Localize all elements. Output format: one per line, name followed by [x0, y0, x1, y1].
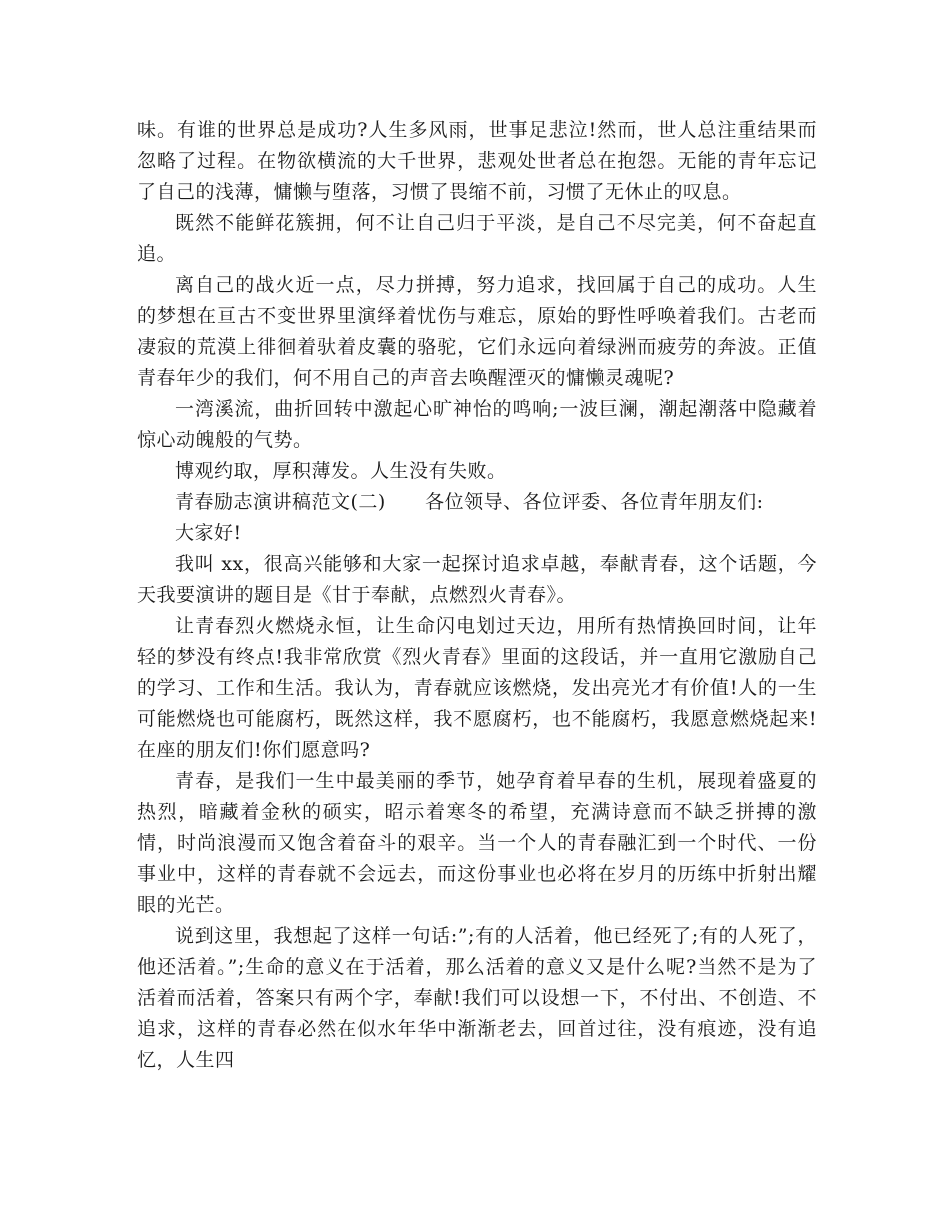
paragraph: 让青春烈火燃烧永恒，让生命闪电划过天边，用所有热情换回时间，让年轻的梦没有终点!我非常欣赏《烈火青春》里面的这段话，并一直用它激励自己的学习、工作和生活。我认为，青春就应该燃烧，发出亮光才有价值!人的一生可能燃烧也可能腐朽，既然这样，我不愿腐朽，也不能腐朽，我愿意燃烧起来!在座的朋友们!你们愿意吗? — [137, 615, 817, 761]
paragraph: 一湾溪流，曲折回转中激起心旷神怡的鸣响;一波巨澜，潮起潮落中隐藏着惊心动魄般的气势。 — [137, 398, 817, 451]
paragraph: 青春，是我们一生中最美丽的季节，她孕育着早春的生机，展现着盛夏的热烈，暗藏着金秋的硕实，昭示着寒冬的希望，充满诗意而不缺乏拼搏的激情，时尚浪漫而又饱含着奋斗的艰辛。当一个人的青春融汇到一个时代、一份事业中，这样的青春就不会远去，而这份事业也必将在岁月的历练中折射出耀眼的光芒。 — [137, 770, 817, 916]
document-body — [137, 115, 817, 1076]
paragraph: 说到这里，我想起了这样一句话:”;有的人活着，他已经死了;有的人死了，他还活着。”;生命的意义在于活着，那么活着的意义又是什么呢?当然不是为了活着而活着，答案只有两个字，奉献!我们可以设想一下，不付出、不创造、不追求，这样的青春必然在似水年华中渐渐老去，回首过往，没有痕迹，没有追忆，人生四 — [137, 925, 817, 1071]
greeting: 大家好! — [175, 522, 242, 544]
paragraph: 离自己的战火近一点，尽力拼搏，努力追求，找回属于自己的成功。人生的梦想在亘古不变世界里演绎着忧伤与难忘，原始的野性呼唤着我们。古老而凄寂的荒漠上徘徊着驮着皮囊的骆驼，它们永远向着绿洲而疲劳的奔波。正值青春年少的我们，何不用自己的声音去唤醒湮灭的慵懒灵魂呢? — [137, 274, 817, 389]
speech-title-line: 青春励志演讲稿范文(二) 各位领导、各位评委、各位青年朋友们: — [175, 491, 764, 513]
paragraph: 我叫 xx，很高兴能够和大家一起探讨追求卓越，奉献青春，这个话题，今天我要演讲的题目是《甘于奉献，点燃烈火青春》。 — [137, 553, 817, 606]
paragraph: 味。有谁的世界总是成功?人生多风雨，世事足悲泣!然而，世人总注重结果而忽略了过程。在物欲横流的大千世界，悲观处世者总在抱怨。无能的青年忘记了自己的浅薄，慵懒与堕落，习惯了畏缩不前，习惯了无休止的叹息。 — [137, 119, 817, 203]
paragraph: 博观约取，厚积薄发。人生没有失败。 — [175, 460, 507, 482]
paragraph: 既然不能鲜花簇拥，何不让自己归于平淡，是自己不尽完美，何不奋起直追。 — [137, 212, 817, 265]
